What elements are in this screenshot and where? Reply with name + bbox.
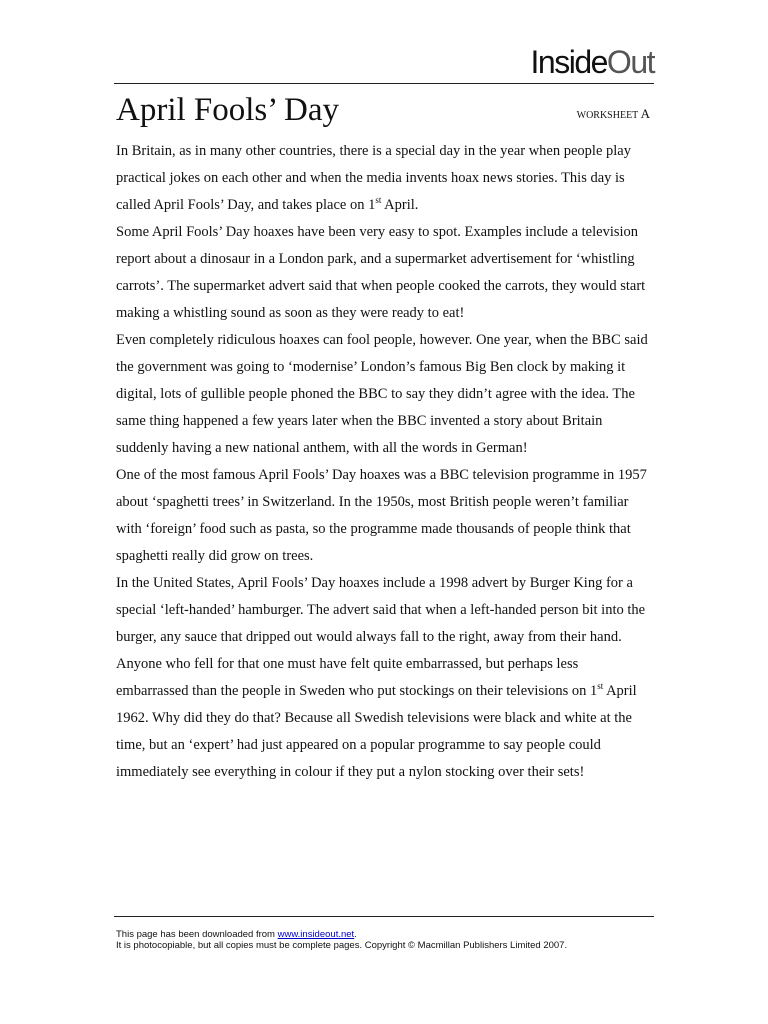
footer-copyright: It is photocopiable, but all copies must be complete pages. Copyright © Macmillan Publishers Limited 2007. <box>116 940 568 951</box>
brand-logo <box>531 44 654 80</box>
paragraph-3: Even completely ridiculous hoaxes can fool people, however. One year, when the BBC said the government was going to ‘modernise’ London’s famous Big Ben clock by making it digital, lots of gullible people phoned the BBC to say they didn’t agree with the idea. The same thing happened a few years later when the BBC invented a story about Britain suddenly having a new national anthem, with all the words in German! <box>116 332 648 456</box>
paragraph-5-text: In the United States, April Fools’ Day hoaxes include a 1998 advert by Burger King for a special ‘left-handed’ hamburger. The advert said that when a left-handed person bit into the burger, any sauce that dripped out would always fall to the right, away from their hand. Anyone who fell for that one must have felt quite embarrassed, but perhaps less embarrassed than the people in Sweden who put stockings on their televisions on 1 <box>116 575 646 699</box>
worksheet-label <box>577 106 650 124</box>
paragraph-5 <box>116 570 654 786</box>
paragraph-1-text: In Britain, as in many other countries, there is a special day in the year when people play practical jokes on each other and when the media invents hoax news stories. This day is called April Fools’ Day, and takes place on 1 <box>116 143 631 213</box>
paragraph-2: Some April Fools’ Day hoaxes have been very easy to spot. Examples include a television report about a dinosaur in a London park, and a supermarket advertisement for ‘whistling carrots’. The supermarket advert said that when people cooked the carrots, they would start making a whistling sound as soon as they were ready to eat! <box>116 224 646 321</box>
footer <box>116 929 567 951</box>
worksheet-text: WORKSHEET <box>576 110 639 121</box>
ordinal-suffix: st <box>597 681 604 692</box>
paragraph-1 <box>116 138 654 219</box>
paragraph-5-text-end: April 1962. Why did they do that? Because all Swedish televisions were black and white at the time, but an ‘expert’ had just appeared on a popular programme to say people could immediately see everything in colour if they put a nylon stocking over their sets! <box>116 683 637 780</box>
brand-out-text: Out <box>606 44 654 80</box>
footer-divider <box>114 916 654 917</box>
footer-period: . <box>354 929 357 940</box>
footer-website-link[interactable]: www.insideout.net <box>277 929 355 940</box>
ordinal-suffix: st <box>375 195 382 206</box>
paragraph-1-text-end: April. <box>381 197 419 213</box>
worksheet-letter: A <box>640 106 650 121</box>
article-body <box>116 138 654 786</box>
brand-inside-text: Inside <box>530 44 607 80</box>
header-divider <box>114 83 654 84</box>
page-title: April Fools’ Day <box>116 92 340 128</box>
footer-download-text: This page has been downloaded from <box>116 929 278 940</box>
paragraph-4: One of the most famous April Fools’ Day hoaxes was a BBC television programme in 1957 about ‘spaghetti trees’ in Switzerland. In the 1950s, most British people weren’t familiar with ‘foreign’ food such as pasta, so the programme made thousands of people think that spaghetti really did grow on trees. <box>116 467 647 564</box>
footer-line-1 <box>116 929 567 940</box>
